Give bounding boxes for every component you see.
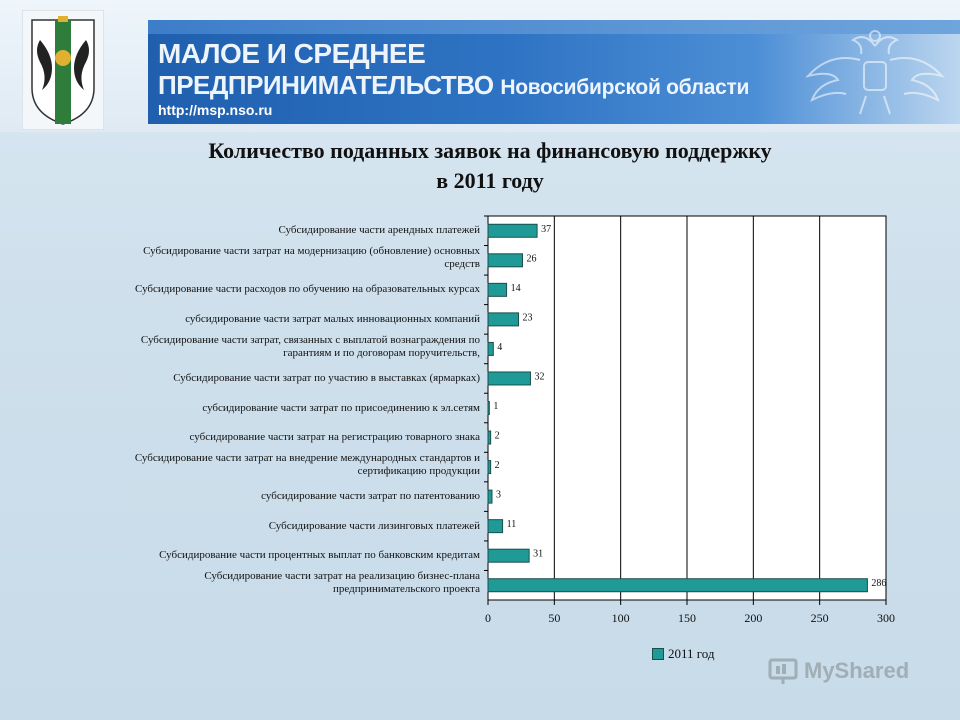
banner-url: http://msp.nso.ru	[158, 102, 273, 118]
category-label-line: Субсидирование части затрат на модернизацию (обновление) основных	[143, 245, 480, 258]
banner-title-region: Новосибирской области	[500, 76, 750, 99]
data-label: 2	[494, 460, 500, 472]
data-label: 286	[871, 578, 887, 590]
data-label: 32	[534, 371, 545, 383]
x-tick-label: 150	[678, 611, 696, 625]
category-label-line: Субсидирование части затрат на реализацию бизнес-плана	[204, 570, 480, 583]
data-label: 2	[494, 430, 500, 442]
category-label-line: субсидирование части затрат на регистрацию товарного знака	[189, 431, 480, 444]
x-tick-label: 100	[611, 611, 630, 625]
category-label-line: Субсидирование части затрат, связанных с выплатой вознаграждения по	[140, 333, 480, 346]
legend-swatch	[652, 648, 664, 660]
data-label: 14	[510, 282, 521, 294]
chart-title-line2: в 2011 году	[436, 168, 544, 193]
bar	[488, 313, 519, 326]
data-label: 37	[541, 223, 552, 235]
data-label: 26	[526, 253, 537, 265]
category-label-line: Субсидирование части лизинговых платежей	[268, 519, 480, 532]
data-label: 11	[506, 519, 517, 531]
category-label-line: Субсидирование части затрат на внедрение международных стандартов и	[134, 452, 480, 465]
data-label: 23	[522, 312, 533, 324]
bar	[488, 224, 537, 237]
category-label-line: Субсидирование части расходов по обучению на образовательных курсах	[135, 283, 480, 296]
data-label: 1	[493, 401, 499, 412]
watermark-text: MyShared	[804, 658, 910, 683]
bar	[488, 549, 529, 562]
bar	[488, 402, 489, 415]
watermark	[768, 656, 909, 686]
category-label-line: Субсидирование части арендных платежей	[278, 224, 480, 237]
bar	[488, 520, 503, 533]
bar	[488, 372, 530, 385]
banner-title-main: ПРЕДПРИНИМАТЕЛЬСТВО	[158, 70, 494, 100]
category-label-line: Субсидирование части затрат по участию в выставках (ярмарках)	[173, 371, 480, 384]
x-tick-label: 200	[744, 611, 763, 625]
data-label: 31	[533, 548, 544, 560]
bar	[488, 283, 507, 296]
data-label: 4	[497, 341, 503, 353]
bar	[488, 342, 493, 355]
bar	[488, 431, 491, 444]
category-label-line: субсидирование части затрат малых инновационных компаний	[185, 312, 480, 325]
bar	[488, 461, 491, 474]
chart-title-line1: Количество поданных заявок на финансовую поддержку	[208, 138, 772, 163]
x-tick-label: 50	[548, 611, 561, 625]
x-tick-label: 250	[810, 611, 829, 625]
x-tick-label: 0	[485, 611, 491, 625]
category-label-line: сертификацию продукции	[357, 465, 480, 478]
bar	[488, 579, 867, 592]
category-label-line: субсидирование части затрат по присоединению к эл.сетям	[202, 401, 480, 414]
banner-title-line1: МАЛОЕ И СРЕДНЕЕ	[158, 38, 426, 69]
category-label-line: средств	[444, 258, 480, 271]
category-label-line: субсидирование части затрат по патентованию	[261, 490, 480, 503]
category-label-line: предпринимательского проекта	[332, 583, 480, 596]
bar	[488, 254, 522, 267]
presentation-icon	[768, 656, 798, 686]
legend-label: 2011 год	[668, 646, 715, 661]
x-tick-label: 300	[877, 611, 895, 625]
data-label: 3	[495, 489, 501, 501]
legend	[652, 646, 715, 662]
bar	[488, 490, 492, 503]
category-label-line: гарантиям и по договорам поручительств,	[283, 346, 480, 359]
category-label-line: Субсидирование части процентных выплат по банковским кредитам	[159, 549, 480, 562]
